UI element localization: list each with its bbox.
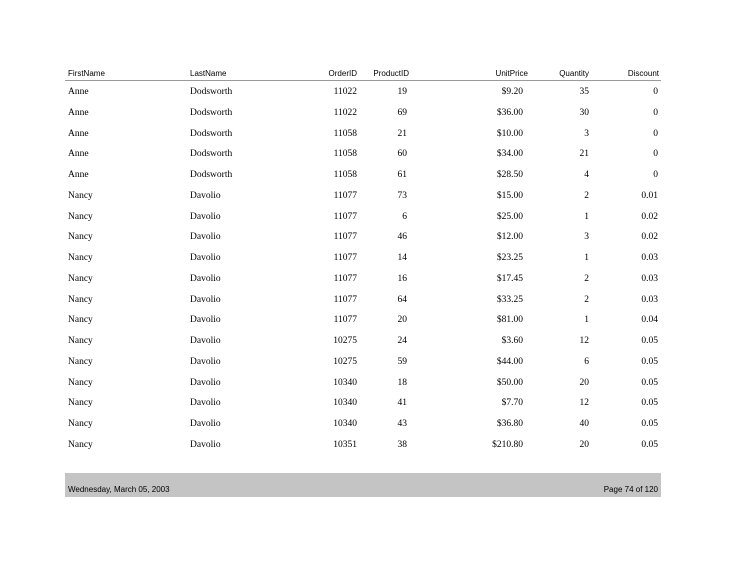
cell-product-id: 6	[402, 211, 407, 222]
table-row	[65, 356, 661, 377]
cell-quantity: 21	[579, 149, 589, 160]
report-date: Wednesday, March 05, 2003	[68, 485, 170, 494]
cell-first-name: Anne	[68, 107, 89, 118]
table-row	[65, 294, 661, 315]
cell-discount: 0.05	[641, 336, 658, 346]
cell-product-id: 24	[397, 336, 407, 346]
table-row	[65, 397, 661, 418]
cell-order-id: 11058	[333, 170, 357, 180]
cell-first-name: Nancy	[68, 398, 93, 409]
cell-product-id: 16	[397, 273, 407, 284]
cell-last-name: Davolio	[190, 336, 221, 346]
table-row	[65, 231, 661, 252]
cell-order-id: 11077	[333, 294, 357, 305]
cell-order-id: 11077	[333, 232, 357, 243]
cell-last-name: Davolio	[190, 377, 221, 388]
cell-quantity: 1	[584, 253, 589, 263]
table-row	[65, 211, 661, 232]
cell-unit-price: $81.00	[496, 315, 523, 326]
cell-first-name: Nancy	[68, 356, 93, 367]
cell-first-name: Nancy	[68, 190, 93, 201]
cell-quantity: 6	[584, 356, 589, 367]
cell-discount: 0.03	[641, 253, 658, 263]
table-row	[65, 190, 661, 211]
table-row	[65, 169, 661, 190]
cell-last-name: Dodsworth	[190, 107, 233, 118]
cell-order-id: 10340	[333, 398, 357, 409]
cell-product-id: 19	[397, 87, 407, 97]
cell-discount: 0.03	[641, 273, 658, 284]
cell-order-id: 10340	[333, 377, 357, 388]
cell-discount: 0	[653, 87, 658, 97]
cell-product-id: 43	[397, 419, 407, 429]
cell-discount: 0.03	[641, 294, 658, 305]
cell-product-id: 64	[397, 294, 407, 305]
cell-discount: 0	[653, 128, 658, 139]
cell-quantity: 1	[584, 315, 589, 326]
cell-product-id: 41	[397, 398, 407, 409]
cell-first-name: Nancy	[68, 232, 93, 243]
cell-first-name: Nancy	[68, 315, 93, 326]
header-discount: Discount	[627, 69, 659, 78]
cell-quantity: 4	[584, 170, 589, 180]
table-row	[65, 107, 661, 128]
cell-discount: 0	[653, 149, 658, 160]
cell-quantity: 30	[579, 107, 589, 118]
cell-order-id: 11058	[333, 128, 357, 139]
cell-quantity: 20	[579, 439, 589, 450]
cell-product-id: 46	[397, 232, 407, 243]
cell-last-name: Davolio	[190, 190, 221, 201]
cell-unit-price: $3.60	[501, 336, 523, 346]
cell-unit-price: $36.00	[496, 107, 523, 118]
cell-discount: 0.05	[641, 398, 658, 409]
header-order-id: OrderID	[328, 69, 357, 78]
cell-order-id: 11077	[333, 211, 357, 222]
table-row	[65, 148, 661, 169]
table-row	[65, 314, 661, 335]
table-row	[65, 335, 661, 356]
table-row	[65, 273, 661, 294]
cell-product-id: 73	[397, 190, 407, 201]
cell-order-id: 11077	[333, 273, 357, 284]
cell-first-name: Nancy	[68, 294, 93, 305]
cell-unit-price: $50.00	[496, 377, 523, 388]
cell-unit-price: $10.00	[496, 128, 523, 139]
cell-first-name: Anne	[68, 149, 89, 160]
cell-first-name: Anne	[68, 87, 89, 97]
cell-unit-price: $33.25	[496, 294, 523, 305]
report-page	[65, 0, 661, 563]
header-divider	[65, 80, 661, 81]
cell-unit-price: $12.00	[496, 232, 523, 243]
cell-product-id: 59	[397, 356, 407, 367]
cell-unit-price: $23.25	[496, 253, 523, 263]
cell-discount: 0.02	[641, 211, 658, 222]
cell-last-name: Davolio	[190, 398, 221, 409]
cell-first-name: Anne	[68, 128, 89, 139]
cell-last-name: Davolio	[190, 294, 221, 305]
cell-last-name: Dodsworth	[190, 128, 233, 139]
cell-quantity: 2	[584, 294, 589, 305]
cell-last-name: Davolio	[190, 273, 221, 284]
cell-last-name: Davolio	[190, 356, 221, 367]
cell-discount: 0.04	[641, 315, 658, 326]
table-row	[65, 439, 661, 460]
table-body	[65, 86, 661, 460]
table-row	[65, 128, 661, 149]
cell-last-name: Davolio	[190, 253, 221, 263]
cell-quantity: 35	[579, 87, 589, 97]
cell-order-id: 11077	[333, 315, 357, 326]
cell-first-name: Nancy	[68, 439, 93, 450]
cell-quantity: 1	[584, 211, 589, 222]
cell-order-id: 10340	[333, 419, 357, 429]
cell-order-id: 11077	[333, 190, 357, 201]
cell-discount: 0.01	[641, 190, 658, 201]
cell-last-name: Dodsworth	[190, 170, 233, 180]
cell-unit-price: $210.80	[492, 439, 523, 450]
cell-unit-price: $7.70	[501, 398, 523, 409]
cell-first-name: Nancy	[68, 273, 93, 284]
header-last-name: LastName	[190, 69, 227, 78]
cell-last-name: Dodsworth	[190, 149, 233, 160]
page-number: Page 74 of 120	[603, 485, 658, 494]
table-row	[65, 252, 661, 273]
cell-discount: 0.05	[641, 356, 658, 367]
cell-discount: 0.05	[641, 377, 658, 388]
cell-first-name: Nancy	[68, 253, 93, 263]
cell-product-id: 18	[397, 377, 407, 388]
cell-unit-price: $28.50	[496, 170, 523, 180]
cell-order-id: 11058	[333, 149, 357, 160]
table-header	[65, 69, 661, 80]
cell-last-name: Davolio	[190, 419, 221, 429]
header-quantity: Quantity	[559, 69, 589, 78]
cell-order-id: 10351	[333, 439, 357, 450]
cell-product-id: 38	[397, 439, 407, 450]
cell-discount: 0	[653, 107, 658, 118]
cell-unit-price: $9.20	[501, 87, 523, 97]
cell-product-id: 60	[397, 149, 407, 160]
table-row	[65, 418, 661, 439]
cell-quantity: 12	[579, 398, 589, 409]
cell-quantity: 12	[579, 336, 589, 346]
cell-quantity: 2	[584, 190, 589, 201]
cell-discount: 0	[653, 170, 658, 180]
page-footer	[65, 473, 661, 497]
cell-last-name: Dodsworth	[190, 87, 233, 97]
cell-order-id: 11022	[333, 87, 357, 97]
cell-last-name: Davolio	[190, 439, 221, 450]
cell-product-id: 20	[397, 315, 407, 326]
cell-discount: 0.05	[641, 419, 658, 429]
cell-quantity: 20	[579, 377, 589, 388]
cell-last-name: Davolio	[190, 315, 221, 326]
cell-first-name: Nancy	[68, 419, 93, 429]
cell-quantity: 3	[584, 128, 589, 139]
cell-unit-price: $17.45	[496, 273, 523, 284]
cell-first-name: Nancy	[68, 336, 93, 346]
cell-product-id: 14	[397, 253, 407, 263]
cell-order-id: 11077	[333, 253, 357, 263]
cell-unit-price: $34.00	[496, 149, 523, 160]
cell-first-name: Nancy	[68, 377, 93, 388]
cell-product-id: 69	[397, 107, 407, 118]
cell-unit-price: $25.00	[496, 211, 523, 222]
header-product-id: ProductID	[373, 69, 409, 78]
cell-order-id: 11022	[333, 107, 357, 118]
header-first-name: FirstName	[68, 69, 105, 78]
table-row	[65, 377, 661, 398]
cell-quantity: 40	[579, 419, 589, 429]
cell-product-id: 61	[397, 170, 407, 180]
header-unit-price: UnitPrice	[495, 69, 528, 78]
cell-unit-price: $15.00	[496, 190, 523, 201]
cell-quantity: 2	[584, 273, 589, 284]
cell-quantity: 3	[584, 232, 589, 243]
cell-last-name: Davolio	[190, 232, 221, 243]
cell-unit-price: $44.00	[496, 356, 523, 367]
cell-order-id: 10275	[333, 356, 357, 367]
cell-unit-price: $36.80	[496, 419, 523, 429]
table-row	[65, 86, 661, 107]
cell-last-name: Davolio	[190, 211, 221, 222]
cell-first-name: Anne	[68, 170, 89, 180]
cell-discount: 0.02	[641, 232, 658, 243]
cell-discount: 0.05	[641, 439, 658, 450]
cell-order-id: 10275	[333, 336, 357, 346]
cell-product-id: 21	[397, 128, 407, 139]
cell-first-name: Nancy	[68, 211, 93, 222]
